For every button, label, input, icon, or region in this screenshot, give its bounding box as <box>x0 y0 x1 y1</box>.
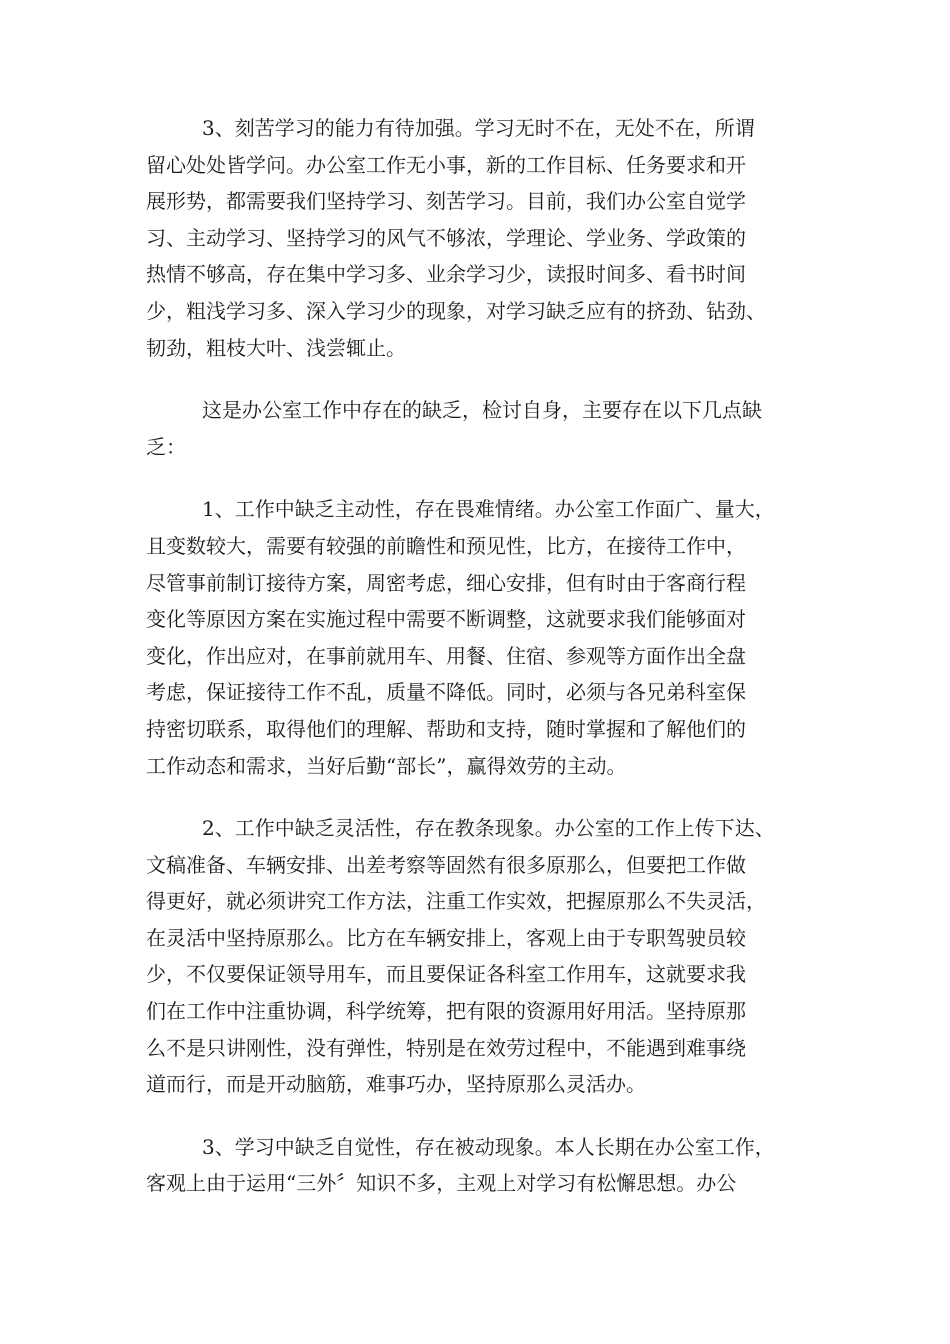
text-line: 变化，作出应对，在事前就用车、用餐、住宿、参观等方面作出全盘 <box>146 643 746 668</box>
text-line: 们在工作中注重协调，科学统筹，把有限的资源用好用活。坚持原那 <box>146 999 746 1024</box>
text-line: 么不是只讲刚性，没有弹性，特别是在效劳过程中，不能遇到难事绕 <box>146 1035 746 1060</box>
text-line: 3、学习中缺乏自觉性，存在被动现象。本人长期在办公室工作， <box>202 1134 775 1159</box>
text-line: 留心处处皆学问。办公室工作无小事，新的工作目标、任务要求和开 <box>146 152 746 177</box>
paragraph-self-study <box>146 1129 811 1202</box>
text-line: 尽管事前制订接待方案，周密考虑，细心安排，但有时由于客商行程 <box>146 570 746 595</box>
text-line: 道而行，而是开动脑筋，难事巧办，坚持原那么灵活办。 <box>146 1072 646 1097</box>
paragraph-flexibility <box>146 810 811 1103</box>
text-line: 少，不仅要保证领导用车，而且要保证各科室工作用车，这就要求我 <box>146 962 746 987</box>
document-body <box>146 110 811 1228</box>
text-line: 这是办公室工作中存在的缺乏，检讨自身，主要存在以下几点缺 <box>202 398 762 423</box>
text-line: 得更好，就必须讲究工作方法，注重工作实效，把握原那么不失灵活， <box>146 889 766 914</box>
text-line: 展形势，都需要我们坚持学习、刻苦学习。目前，我们办公室自觉学 <box>146 189 746 214</box>
text-line: 2、工作中缺乏灵活性，存在教条现象。办公室的工作上传下达、 <box>202 816 775 841</box>
text-line: 热情不够高，存在集中学习多、业余学习少，读报时间多、看书时间 <box>146 262 746 287</box>
text-line: 在灵活中坚持原那么。比方在车辆安排上，客观上由于专职驾驶员较 <box>146 925 746 950</box>
paragraph-initiative <box>146 491 811 784</box>
text-line: 客观上由于运用“三外〞知识不多，主观上对学习有松懈思想。办公 <box>146 1171 737 1196</box>
text-line: 习、主动学习、坚持学习的风气不够浓，学理论、学业务、学政策的 <box>146 225 746 250</box>
text-line: 文稿准备、车辆安排、出差考察等固然有很多原那么，但要把工作做 <box>146 852 746 877</box>
text-line: 韧劲，粗枝大叶、浅尝辄止。 <box>146 335 406 360</box>
text-line: 变化等原因方案在实施过程中需要不断调整，这就要求我们能够面对 <box>146 607 746 632</box>
text-line: 乏： <box>146 434 186 459</box>
text-line: 3、刻苦学习的能力有待加强。学习无时不在，无处不在，所谓 <box>202 116 755 140</box>
text-line: 且变数较大，需要有较强的前瞻性和预见性，比方，在接待工作中， <box>146 533 746 558</box>
paragraph-self-review <box>146 392 811 465</box>
text-line: 持密切联系，取得他们的理解、帮助和支持，随时掌握和了解他们的 <box>146 716 746 741</box>
paragraph-study-ability <box>146 110 811 366</box>
text-line: 1、工作中缺乏主动性，存在畏难情绪。办公室工作面广、量大， <box>202 497 775 522</box>
text-line: 工作动态和需求，当好后勤“部长”，赢得效劳的主动。 <box>146 753 627 778</box>
text-line: 考虑，保证接待工作不乱，质量不降低。同时，必须与各兄弟科室保 <box>146 680 746 705</box>
text-line: 少，粗浅学习多、深入学习少的现象，对学习缺乏应有的挤劲、钻劲、 <box>146 298 766 323</box>
